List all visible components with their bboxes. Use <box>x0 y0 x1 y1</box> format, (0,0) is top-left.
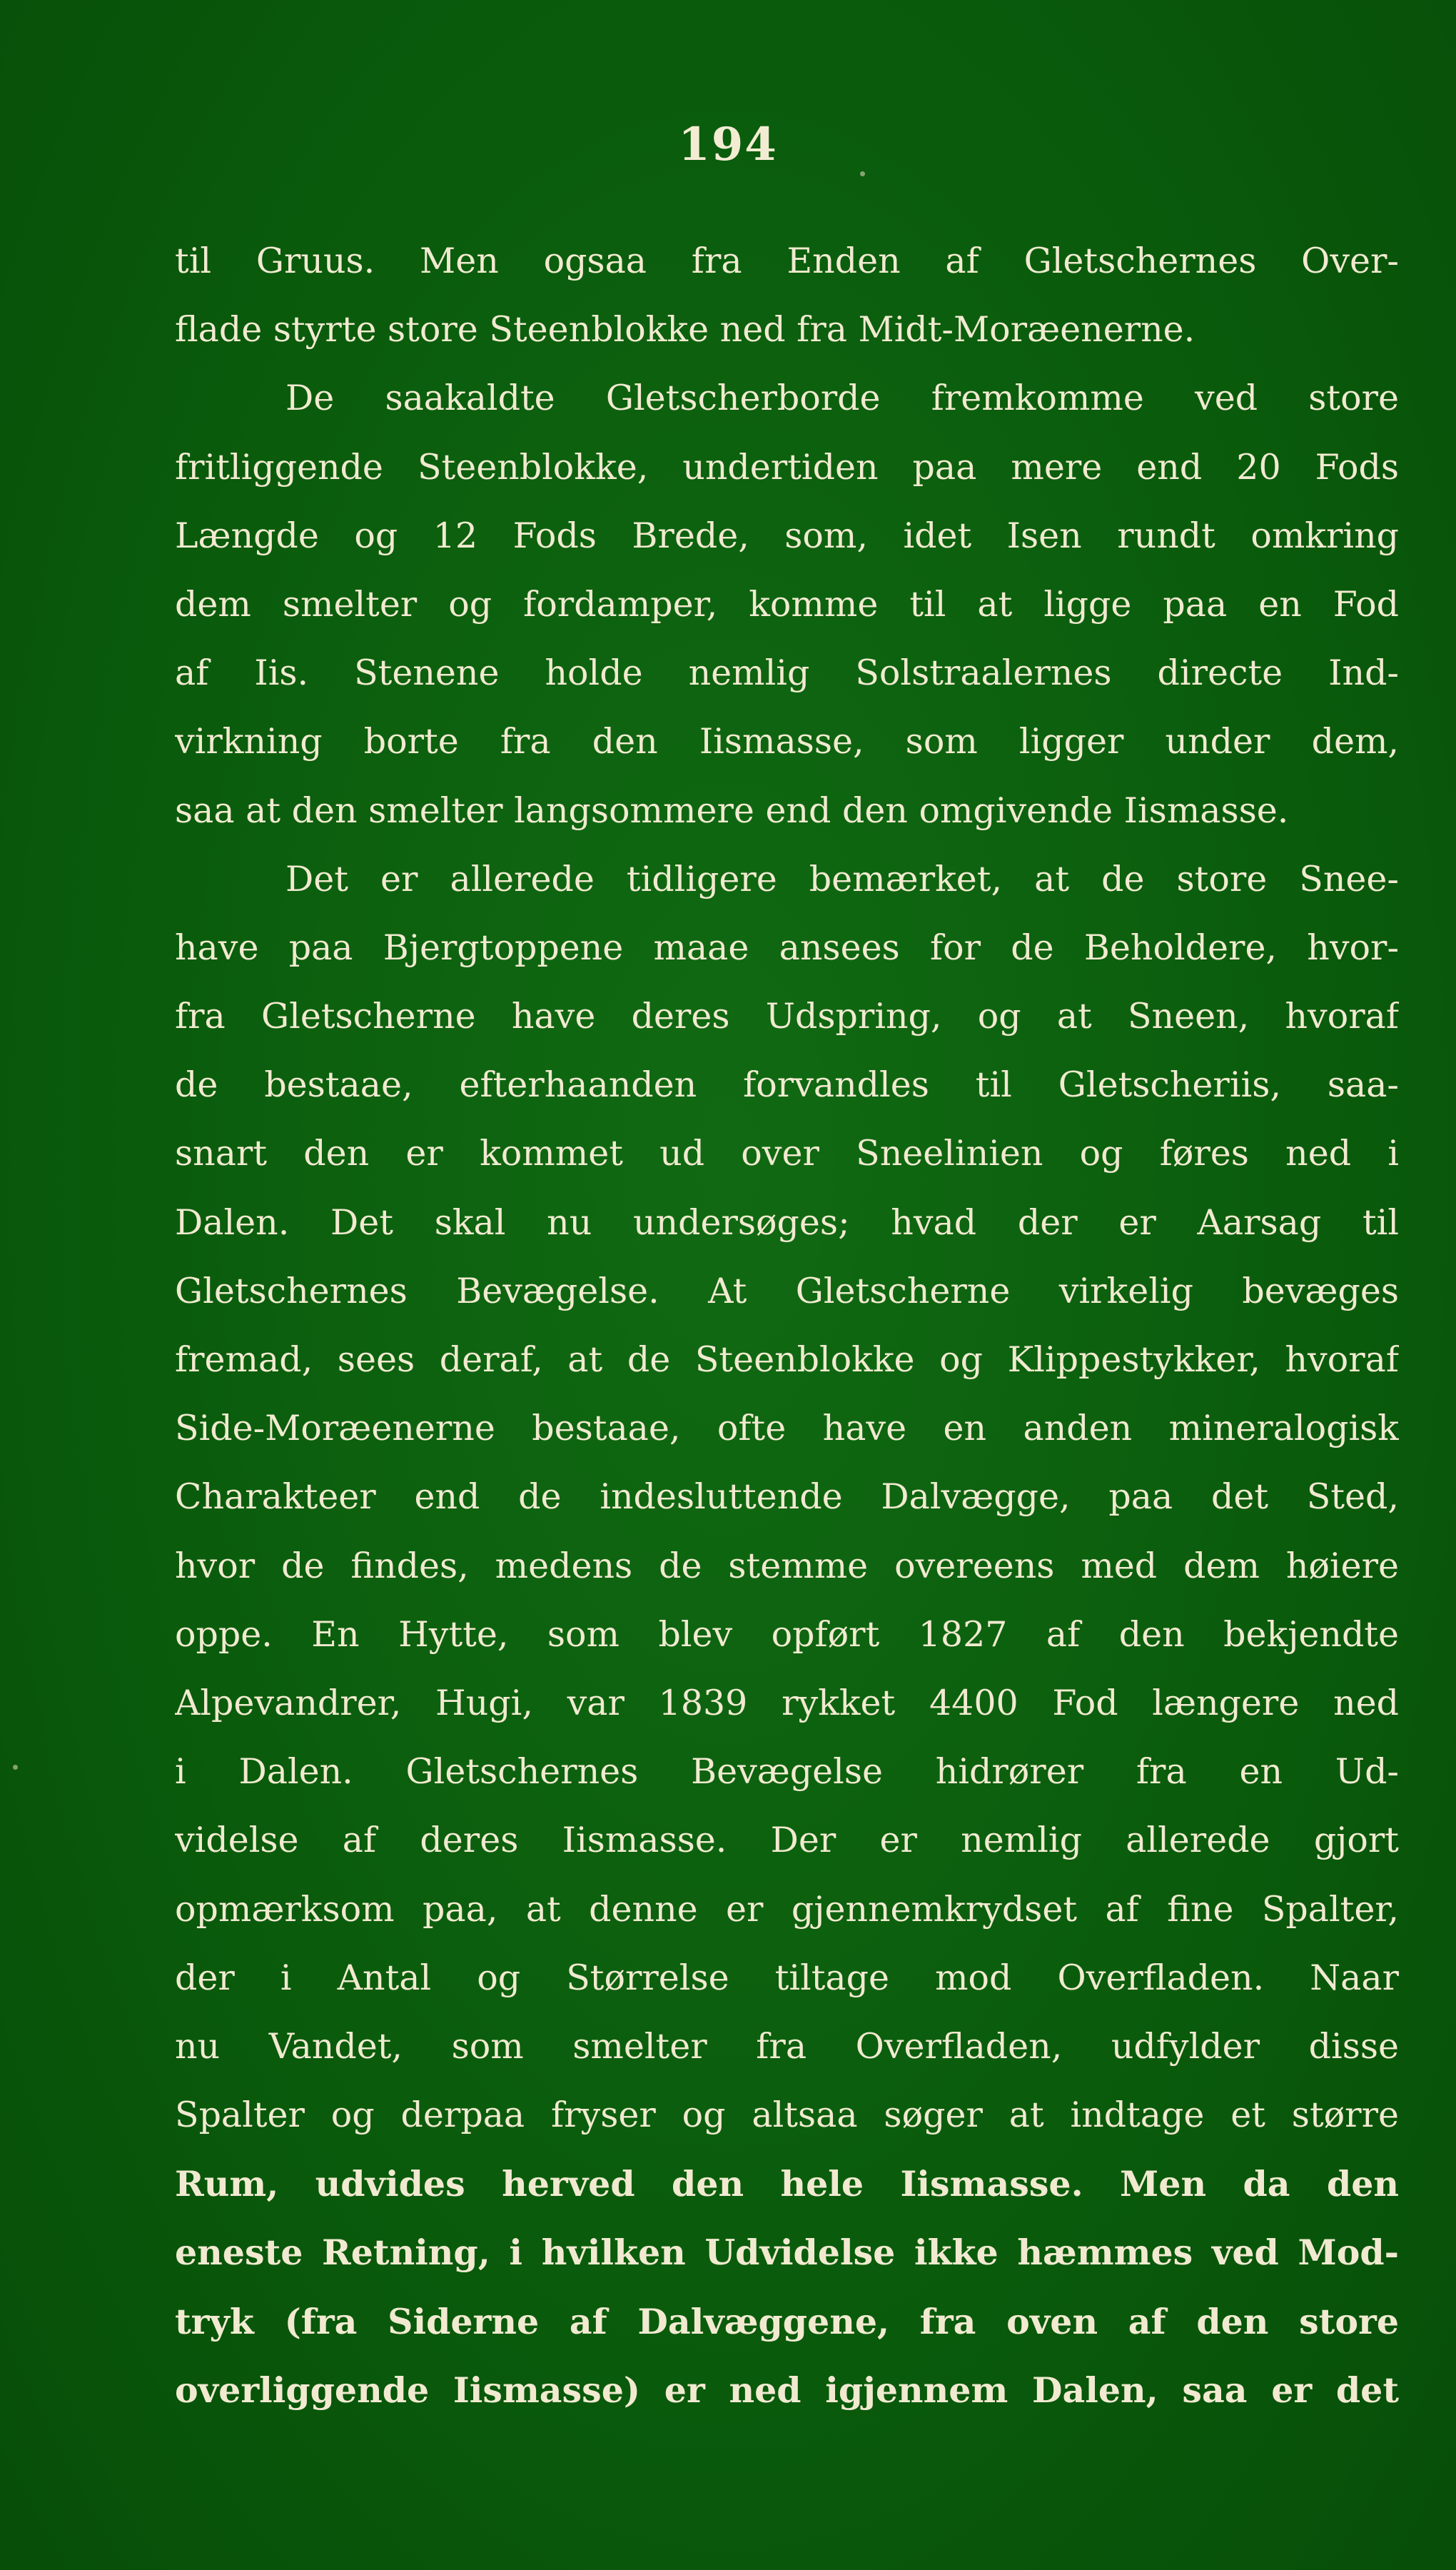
text-line: Dalen. Det skal nu undersøges; hvad der er Aarsag til <box>175 1201 1399 1243</box>
text-line: videlse af deres Iismasse. Der er nemlig allerede gjort <box>175 1820 1399 1861</box>
text-line: fritliggende Steenblokke, undertiden paa mere end 20 Fods <box>175 446 1399 488</box>
text-line: der i Antal og Størrelse tiltage mod Overfladen. Naar <box>175 1957 1399 1998</box>
text-line: Alpevandrer, Hugi, var 1839 rykket 4400 Fod længere ned <box>175 1682 1399 1723</box>
text-line: oppe. En Hytte, som blev opført 1827 af den bekjendte <box>175 1613 1399 1655</box>
text-line: De saakaldte Gletscherborde fremkomme ved store <box>285 378 1399 419</box>
text-line: tryk (fra Siderne af Dalvæggene, fra oven af den store <box>175 2300 1399 2342</box>
text-line: have paa Bjergtoppene maae ansees for de Beholdere, hvor- <box>175 927 1399 968</box>
text-line: fra Gletscherne have deres Udspring, og at Sneen, hvoraf <box>175 996 1399 1037</box>
text-line: flade styrte store Steenblokke ned fra Midt-Moræenerne. <box>175 309 1195 351</box>
paper-speck <box>860 171 865 176</box>
text-line: til Gruus. Men ogsaa fra Enden af Gletschernes Over- <box>175 241 1399 281</box>
text-line: hvor de findes, medens de stemme overeens med dem høiere <box>175 1545 1399 1586</box>
body-text <box>175 227 1399 2424</box>
text-line: nu Vandet, som smelter fra Overfladen, udfylder disse <box>175 2025 1399 2067</box>
text-line: Spalter og derpaa fryser og altsaa søger at indtage et større <box>175 2095 1399 2136</box>
text-line: opmærksom paa, at denne er gjennemkrydset af fine Spalter, <box>175 1888 1399 1930</box>
text-line: dem smelter og fordamper, komme til at ligge paa en Fod <box>175 583 1399 625</box>
text-line: virkning borte fra den Iismasse, som ligger under dem, <box>175 721 1399 762</box>
text-line: eneste Retning, i hvilken Udvidelse ikke hæmmes ved Mod- <box>175 2232 1399 2274</box>
text-line: Charakteer end de indesluttende Dalvægge, paa det Sted, <box>175 1476 1399 1518</box>
text-line: fremad, sees deraf, at de Steenblokke og Klippestykker, hvoraf <box>175 1339 1399 1380</box>
text-line: i Dalen. Gletschernes Bevægelse hidrører fra en Ud- <box>175 1751 1399 1793</box>
text-line: snart den er kommet ud over Sneelinien og føres ned i <box>175 1133 1399 1174</box>
paper-speck <box>13 1765 18 1770</box>
text-line: saa at den smelter langsommere end den omgivende Iismasse. <box>175 790 1289 831</box>
text-line: Længde og 12 Fods Brede, som, idet Isen rundt omkring <box>175 515 1399 556</box>
text-line: Det er allerede tidligere bemærket, at de store Snee- <box>285 858 1399 900</box>
text-line: overliggende Iismasse) er ned igjennem Dalen, saa er det <box>175 2369 1399 2411</box>
text-line: de bestaae, efterhaanden forvandles til Gletscheriis, saa- <box>175 1064 1399 1106</box>
text-line: Side-Moræenerne bestaae, ofte have en anden mineralogisk <box>175 1408 1399 1449</box>
text-line: Gletschernes Bevægelse. At Gletscherne virkelig bevæges <box>175 1270 1399 1311</box>
text-line: Rum, udvides herved den hele Iismasse. Men da den <box>175 2163 1399 2205</box>
text-line: af Iis. Stenene holde nemlig Solstraalernes directe Ind- <box>175 652 1399 694</box>
page-number: 194 <box>678 118 778 171</box>
